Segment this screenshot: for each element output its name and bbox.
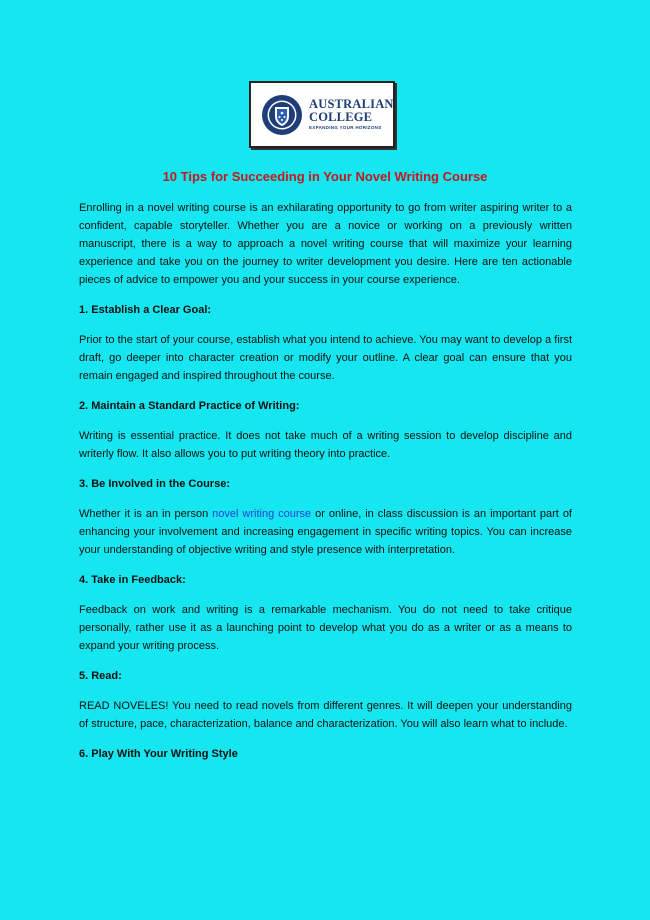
college-seal-icon [261,94,303,136]
college-logo [249,81,395,148]
section-body-3 [79,505,572,559]
logo-tagline: EXPANDING YOUR HORIZONS [309,125,382,131]
article-body [79,199,572,775]
section-body-4: Feedback on work and writing is a remarkable mechanism. You do not need to take critique personally, rather use it as a launching point to develop what you do as a writer or as a means to expand your writing process. [79,604,572,652]
novel-writing-course-link[interactable]: novel writing course [212,508,312,520]
section-heading-3: 3. Be Involved in the Course: [79,478,230,490]
section-heading-1: 1. Establish a Clear Goal: [79,304,212,316]
section-body-3-start: Whether it is an in person [79,508,213,520]
section-body-1: Prior to the start of your course, establish what you intend to achieve. You may want to develop a first draft, go deeper into character creation or modify your outline. A clear goal can ensure that you remain engaged and inspired throughout the course. [79,334,572,382]
intro-paragraph: Enrolling in a novel writing course is an exhilarating opportunity to go from writer aspiring writer to a confident, capable storyteller. Whether you are a novice or working on a previously written manuscript, there is a way to approach a novel writing course that will maximize your learning experience and take you on the journey to writer development you desire. Here are ten actionable pieces of advice to empower you and your success in your course experience. [79,202,572,286]
section-body-2: Writing is essential practice. It does not take much of a writing session to develop discipline and writerly flow. It also allows you to put writing theory into practice. [79,430,572,460]
logo-line-1: AUSTRALIAN [309,97,394,112]
section-body-5: READ NOVELES! You need to read novels from different genres. It will deepen your understanding of structure, pace, characterization, balance and characterization. You will also learn what to include. [79,700,572,730]
logo-text [309,98,394,131]
logo-line-2: COLLEGE [309,109,373,124]
page-title: 10 Tips for Succeeding in Your Novel Writing Course [162,169,488,184]
section-heading-4: 4. Take in Feedback: [79,574,186,586]
section-heading-6: 6. Play With Your Writing Style [79,748,238,760]
section-heading-2: 2. Maintain a Standard Practice of Writing: [79,400,300,412]
section-heading-5: 5. Read: [79,670,122,682]
section-body-3-end: or online, in class discussion is an important part of enhancing your involvement and increasing engagement in specific writing topics. You can increase your understanding of objective writing and style presence with interpretation. [79,508,572,556]
